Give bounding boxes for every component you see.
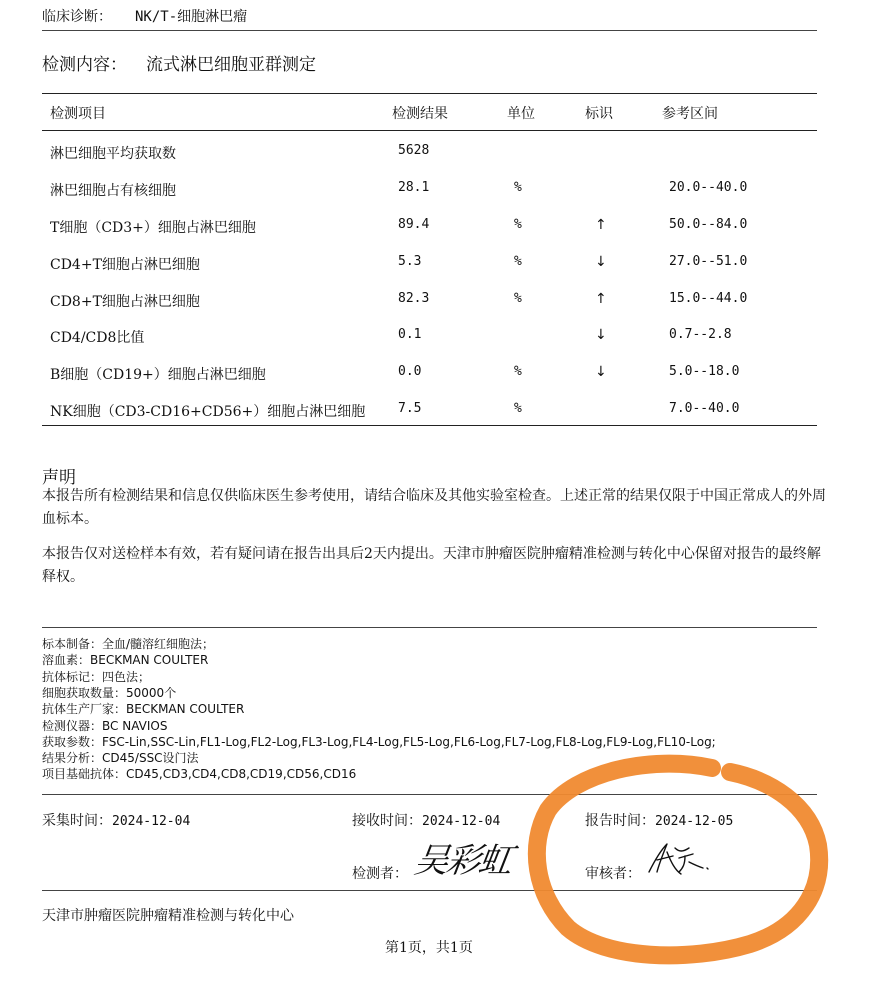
cell-result: 28.1 — [398, 180, 430, 195]
diagnosis-label: 临床诊断： — [42, 9, 112, 25]
header-unit: 单位 — [507, 106, 535, 122]
procedure-key: 溶血素： — [42, 653, 91, 668]
cell-unit: % — [514, 291, 522, 306]
procedure-value: CD45/SSC设门法 — [102, 751, 199, 766]
procedure-key: 抗体生产厂家： — [42, 702, 127, 717]
header-item: 检测项目 — [50, 106, 106, 122]
procedure-key: 获取参数： — [42, 734, 103, 749]
procedure-value: BECKMAN COULTER — [126, 702, 245, 717]
procedure-value: 全血/髓溶红细胞法； — [102, 637, 215, 651]
procedure-value: BC NAVIOS — [102, 718, 168, 733]
procedure-value: CD45,CD3,CD4,CD8,CD19,CD56,CD16 — [126, 767, 357, 782]
cell-flag: ↓ — [595, 327, 607, 343]
reviewer-label: 审核者： — [585, 866, 641, 882]
cell-unit: % — [514, 217, 522, 232]
cell-result: 7.5 — [398, 401, 422, 416]
cell-item: NK细胞（CD3-CD16+CD56+）细胞占淋巴细胞 — [50, 404, 366, 420]
collect-time-value: 2024-12-04 — [112, 814, 191, 829]
cell-item: CD4/CD8比值 — [50, 330, 145, 346]
cell-flag: ↑ — [595, 291, 607, 307]
statement-paragraph-1: 本报告所有检测结果和信息仅供临床医生参考使用，请结合临床及其他实验室检查。上述正常的结果仅限于中国正常成人的外周血标本。 — [42, 488, 826, 527]
cell-unit: % — [514, 180, 522, 195]
header-result: 检测结果 — [392, 106, 448, 122]
cell-result: 0.0 — [398, 364, 422, 379]
cell-flag: ↓ — [595, 364, 607, 380]
header-range: 参考区间 — [662, 106, 718, 122]
cell-flag: ↑ — [595, 217, 607, 233]
tester-signature: 吴彩虹 — [411, 841, 514, 881]
cell-unit: % — [514, 254, 522, 269]
cell-result: 82.3 — [398, 291, 430, 306]
test-content-label: 检测内容： — [42, 55, 127, 75]
diagnosis-value: NK/T-细胞淋巴瘤 — [135, 9, 248, 25]
procedure-key: 标本制备： — [42, 637, 103, 651]
procedure-key: 细胞获取数量： — [42, 685, 127, 700]
cell-result: 0.1 — [398, 327, 422, 342]
report-time-label: 报告时间： — [585, 813, 655, 829]
receive-time-value: 2024-12-04 — [422, 814, 501, 829]
cell-item: CD4+T细胞占淋巴细胞 — [50, 257, 200, 273]
cell-range: 50.0--84.0 — [669, 217, 748, 232]
procedure-key: 结果分析： — [42, 751, 103, 766]
procedure-key: 抗体标记： — [42, 669, 103, 684]
procedure-value: FSC-Lin,SSC-Lin,FL1-Log,FL2-Log,FL3-Log,FL4-Log,FL5-Log,FL6-Log,FL7-Log,FL8-Log,FL9-Log,FL10-Log; — [102, 734, 716, 749]
cell-range: 15.0--44.0 — [669, 291, 748, 306]
header-flag: 标识 — [585, 106, 613, 122]
cell-unit: % — [514, 401, 522, 416]
cell-result: 5628 — [398, 143, 430, 158]
receive-time-label: 接收时间： — [352, 813, 422, 829]
procedure-value: BECKMAN COULTER — [90, 653, 209, 668]
test-content-value: 流式淋巴细胞亚群测定 — [146, 55, 316, 75]
tester-label: 检测者： — [352, 866, 408, 882]
cell-range: 5.0--18.0 — [669, 364, 740, 379]
procedure-value: 50000个 — [126, 685, 177, 700]
cell-range: 27.0--51.0 — [669, 254, 748, 269]
statement-paragraph-2: 本报告仅对送检样本有效，若有疑问请在报告出具后2天内提出。天津市肿瘤医院肿瘤精准检测与转化中心保留对报告的最终解释权。 — [42, 546, 821, 585]
procedure-key: 检测仪器： — [42, 718, 103, 733]
report-time-value: 2024-12-05 — [655, 814, 734, 829]
cell-item: 淋巴细胞平均获取数 — [50, 146, 176, 162]
page-number: 第1页，共1页 — [385, 940, 473, 956]
cell-range: 0.7--2.8 — [669, 327, 732, 342]
procedure-key: 项目基础抗体： — [42, 767, 127, 782]
cell-item: 淋巴细胞占有核细胞 — [50, 183, 176, 199]
cell-flag: ↓ — [595, 254, 607, 270]
cell-item: T细胞（CD3+）细胞占淋巴细胞 — [50, 220, 256, 236]
statement-title: 声明 — [42, 468, 76, 488]
cell-result: 89.4 — [398, 217, 430, 232]
collect-time-label: 采集时间： — [42, 813, 112, 829]
cell-item: CD8+T细胞占淋巴细胞 — [50, 294, 200, 310]
procedure-value: 四色法； — [102, 669, 151, 684]
cell-result: 5.3 — [398, 254, 422, 269]
cell-range: 7.0--40.0 — [669, 401, 740, 416]
institution-name: 天津市肿瘤医院肿瘤精准检测与转化中心 — [42, 908, 294, 924]
cell-item: B细胞（CD19+）细胞占淋巴细胞 — [50, 367, 266, 383]
cell-unit: % — [514, 364, 522, 379]
cell-range: 20.0--40.0 — [669, 180, 748, 195]
